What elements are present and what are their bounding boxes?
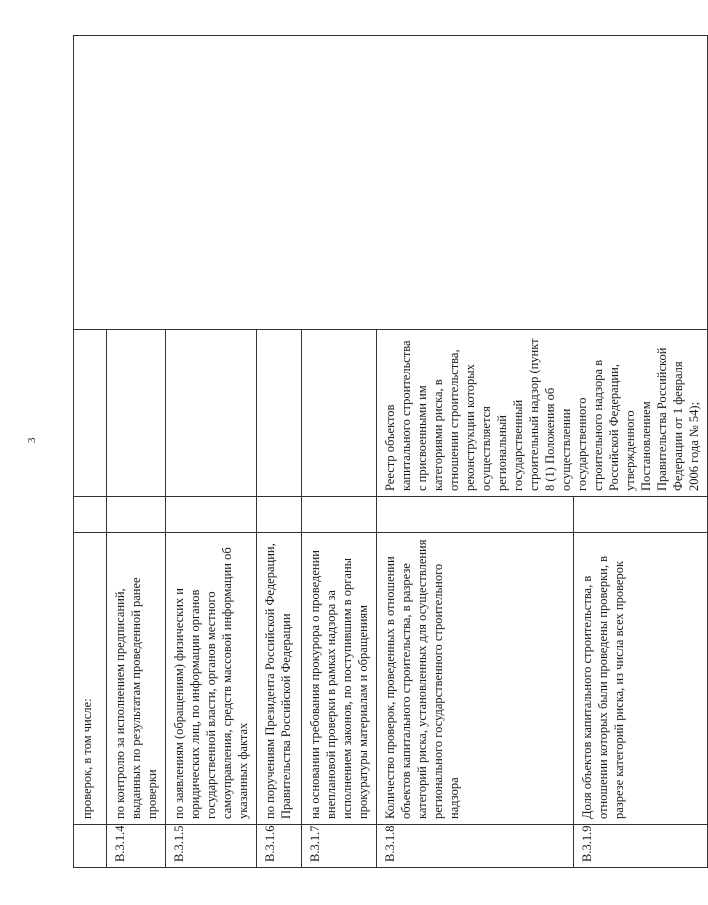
row-text: по заявлениям (обращениям) физических и юридических лиц, по информации органов государственной власти, органов местного самоуправления, средств массовой информации об указанных фактах xyxy=(166,533,257,825)
empty-cell xyxy=(74,330,107,497)
row-code: B.3.1.5 xyxy=(166,825,257,868)
empty-cell xyxy=(107,497,166,533)
row-text: по поручениям Президента Российской Федерации, Правительства Российской Федерации xyxy=(257,533,302,825)
indicators-table xyxy=(73,35,708,868)
empty-cell xyxy=(107,330,166,497)
row-code: B.3.1.7 xyxy=(302,825,377,868)
empty-cell xyxy=(377,497,574,533)
row-code xyxy=(74,825,107,868)
empty-cell xyxy=(74,497,107,533)
row-text: по контролю за исполнением предписаний, выданных по результатам проведенной ранее проверки xyxy=(107,533,166,825)
empty-cell xyxy=(573,497,707,533)
empty-cell xyxy=(302,330,377,497)
empty-cell xyxy=(257,330,302,497)
row-text: проверок, в том числе: xyxy=(74,533,107,825)
page-number: 3 xyxy=(26,437,38,443)
rotated-table-wrapper xyxy=(73,36,701,868)
row-text: Количество проверок, проведенных в отношении объектов капитального строительства, в разрезе категорий риска, установленных для осуществления регионального государственного строительного надзора xyxy=(377,533,574,825)
empty-cell xyxy=(166,497,257,533)
row-code: B.3.1.4 xyxy=(107,825,166,868)
row-code: B.3.1.9 xyxy=(573,825,707,868)
row-code: B.3.1.6 xyxy=(257,825,302,868)
empty-cell xyxy=(302,497,377,533)
empty-cell xyxy=(166,330,257,497)
source-document-cell: Реестр объектов капитального строительства с присвоенными им категориями риска, в отношении строительства, реконструкции которых осуществляется региональный государственный строительный надзор (пункт 8 (1) Положения об осуществлении государственного строительного надзора в Российской Федерации, утвержденного Постановлением Правительства Российской Федерации от 1 февраля 2006 года № 54); xyxy=(377,330,708,497)
row-text: на основании требования прокурора о проведении внеплановой проверки в рамках надзора за исполнением законов, по поступившим в органы прокуратуры материалам и обращениям xyxy=(302,533,377,825)
row-code: B.3.1.8 xyxy=(377,825,574,868)
last-column-cell xyxy=(74,36,708,330)
empty-cell xyxy=(257,497,302,533)
table-row xyxy=(74,36,107,868)
row-text: Доля объектов капитального строительства, в отношении которых были проведены проверки, в разрезе категорий риска, из числа всех проверок xyxy=(573,533,707,825)
